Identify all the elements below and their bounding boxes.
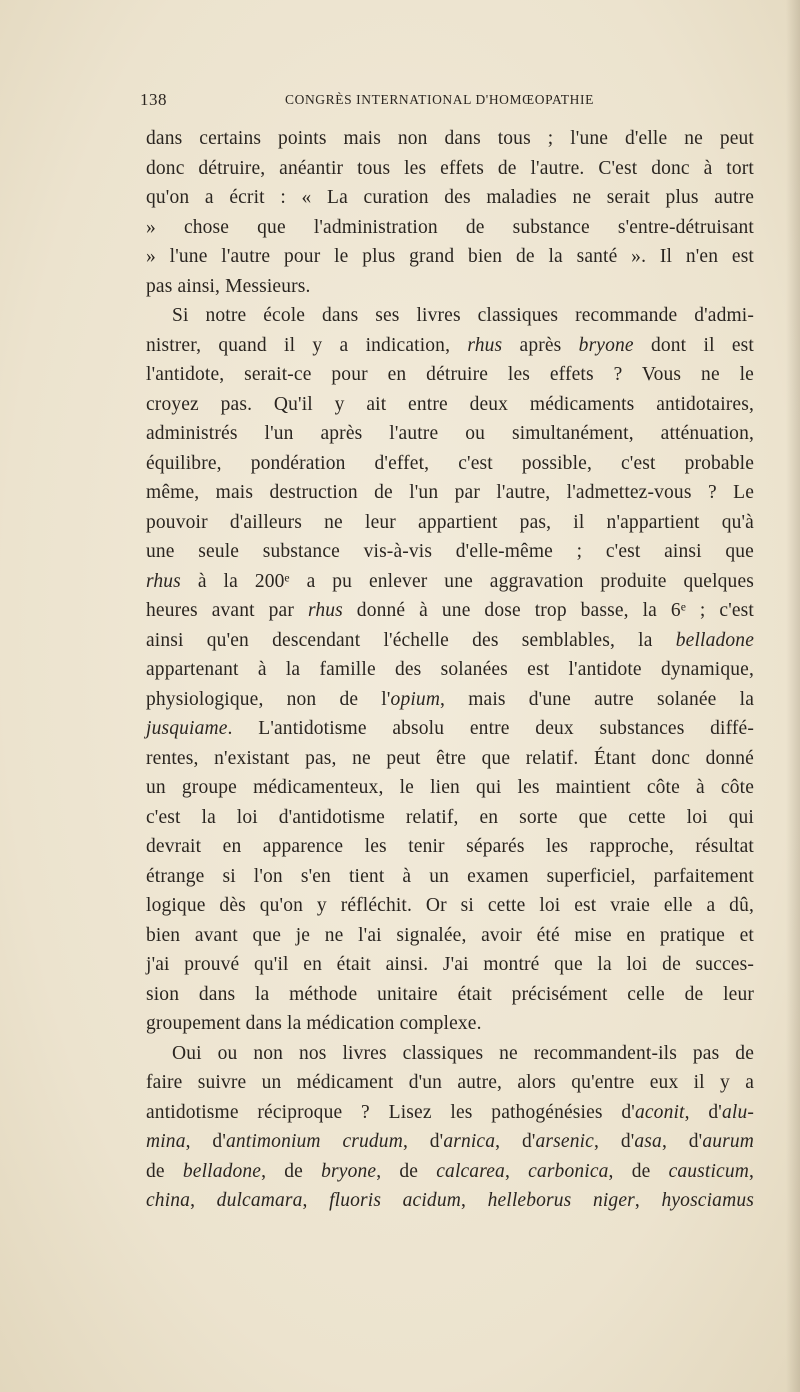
text-line xyxy=(146,596,754,626)
text-line xyxy=(146,1039,754,1069)
italic-term: bryone xyxy=(578,334,634,356)
running-title: CONGRÈS INTERNATIONAL D'HOMŒOPATHIE xyxy=(285,92,594,107)
text-line xyxy=(146,832,754,862)
text-segment: un groupe médicamenteux, le lien qui les maintient côte à côte xyxy=(146,777,754,798)
text-line xyxy=(146,508,754,538)
text-line xyxy=(146,1127,754,1157)
text-segment: faire suivre un médicament d'un autre, alors qu'entre eux il y a xyxy=(146,1072,754,1093)
italic-term: rhus xyxy=(467,334,503,356)
text-line xyxy=(146,773,754,803)
text-line xyxy=(146,449,754,479)
text-segment: , xyxy=(504,1160,529,1182)
italic-term: bryone xyxy=(321,1160,377,1182)
text-segment: une seule substance vis-à-vis d'elle-même ; c'est ainsi que xyxy=(146,541,754,562)
text-segment: , d' xyxy=(594,1131,635,1152)
italic-term: belladone xyxy=(182,1160,262,1182)
text-segment: heures avant par xyxy=(146,600,308,621)
italic-term: hyosciamus xyxy=(661,1190,754,1211)
text-line xyxy=(146,1098,754,1128)
italic-term: fluoris acidum xyxy=(329,1190,461,1211)
text-line xyxy=(146,301,754,331)
running-head xyxy=(140,90,660,112)
italic-term: opium xyxy=(390,688,441,710)
text-line xyxy=(146,862,754,892)
text-segment: , d' xyxy=(185,1131,226,1152)
text-line xyxy=(146,1068,754,1098)
text-segment: , xyxy=(634,1190,662,1211)
text-line xyxy=(146,242,754,272)
italic-term: belladone xyxy=(675,629,754,651)
text-segment: devrait en apparence les tenir séparés les rapproche, résultat xyxy=(146,836,754,857)
italic-term: calcarea xyxy=(436,1160,505,1182)
text-segment: . L'antidotisme absolu entre deux substances diffé- xyxy=(227,718,754,739)
text-segment: , xyxy=(748,1160,755,1182)
text-line xyxy=(146,1157,754,1187)
text-segment: c'est la loi d'antidotisme relatif, en sorte que cette loi qui xyxy=(146,806,754,828)
text-segment: antidotisme réciproque ? Lisez les pathogénésies d' xyxy=(146,1101,635,1123)
text-line xyxy=(146,360,754,390)
text-segment: ainsi qu'en descendant l'échelle des semblables, la xyxy=(146,629,676,651)
text-segment: , mais d'une autre solanée la xyxy=(440,688,754,710)
text-segment: nistrer, quand il y a indication, xyxy=(146,334,468,356)
text-segment: , d' xyxy=(661,1131,703,1152)
text-segment: physiologique, non de l' xyxy=(146,688,391,710)
italic-term: rhus xyxy=(146,570,181,592)
text-line xyxy=(146,567,754,597)
text-line xyxy=(146,183,754,213)
text-segment: équilibre, pondération d'effet, c'est possible, c'est probable xyxy=(146,452,754,474)
text-line xyxy=(146,213,754,243)
text-segment: Si notre école dans ses livres classiques recommande d'admi- xyxy=(172,305,754,326)
text-segment: j'ai prouvé qu'il en était ainsi. J'ai montré que la loi de succes- xyxy=(146,954,754,975)
text-segment: étrange si l'on s'en tient à un examen superficiel, parfaitement xyxy=(146,865,754,887)
text-line xyxy=(146,390,754,420)
text-line xyxy=(146,921,754,951)
italic-term: asa xyxy=(634,1131,662,1152)
text-segment: Oui ou non nos livres classiques ne recommandent-ils pas de xyxy=(172,1042,754,1064)
text-line xyxy=(146,331,754,361)
text-line xyxy=(146,950,754,980)
text-segment: bien avant que je ne l'ai signalée, avoir été mise en pratique et xyxy=(146,924,754,946)
italic-term: causticum xyxy=(668,1160,749,1182)
text-segment: l'antidote, serait-ce pour en détruire les effets ? Vous ne le xyxy=(146,364,754,385)
italic-term: arsenic xyxy=(535,1131,594,1152)
italic-term: arnica xyxy=(443,1131,496,1152)
text-line xyxy=(146,714,754,744)
body-text xyxy=(146,124,754,1216)
italic-term: carbonica xyxy=(528,1160,609,1182)
text-segment: , de xyxy=(608,1160,669,1182)
text-line xyxy=(146,685,754,715)
italic-term: aurum xyxy=(702,1131,754,1152)
italic-term: helleborus niger xyxy=(487,1190,635,1211)
text-segment: » l'une l'autre pour le plus grand bien de la santé ». Il n'en est xyxy=(146,246,754,267)
italic-term: mina xyxy=(146,1131,186,1152)
text-segment: pas ainsi, Messieurs. xyxy=(146,275,311,297)
text-line xyxy=(146,272,754,302)
text-segment: , xyxy=(190,1190,217,1211)
text-segment: après xyxy=(502,334,579,356)
text-segment: , de xyxy=(376,1160,437,1182)
text-segment: qu'on a écrit : « La curation des maladies ne serait plus autre xyxy=(146,187,754,208)
text-segment: appartenant à la famille des solanées est l'antidote dynamique, xyxy=(146,659,754,680)
text-segment: administrés l'un après l'autre ou simultanément, atténuation, xyxy=(146,423,754,444)
text-line xyxy=(146,1186,754,1216)
text-segment: pouvoir d'ailleurs ne leur appartient pas, il n'appartient qu'à xyxy=(146,511,754,533)
text-line xyxy=(146,744,754,774)
text-line xyxy=(146,1009,754,1039)
italic-term: dulcamara xyxy=(216,1190,303,1211)
text-segment: logique dès qu'on y réfléchit. Or si cette loi est vraie elle a dû, xyxy=(146,895,754,916)
text-segment: , xyxy=(460,1190,488,1211)
text-segment: de xyxy=(146,1160,183,1182)
text-segment: même, mais destruction de l'un par l'autre, l'admettez-vous ? Le xyxy=(146,482,754,503)
text-line xyxy=(146,891,754,921)
text-line xyxy=(146,980,754,1010)
text-segment: dans certains points mais non dans tous ; l'une d'elle ne peut xyxy=(146,128,754,149)
italic-term: rhus xyxy=(307,600,343,621)
page-number: 138 xyxy=(140,90,167,109)
text-line xyxy=(146,124,754,154)
text-segment: , de xyxy=(261,1160,322,1182)
text-line xyxy=(146,478,754,508)
text-line xyxy=(146,626,754,656)
text-segment: groupement dans la médication complexe. xyxy=(146,1013,482,1034)
text-segment: , xyxy=(302,1190,330,1211)
italic-term: jusquiame xyxy=(146,718,228,739)
text-line xyxy=(146,655,754,685)
italic-term: alu- xyxy=(721,1101,754,1123)
text-line xyxy=(146,537,754,567)
text-line xyxy=(146,419,754,449)
text-segment: croyez pas. Qu'il y ait entre deux médicaments antidotaires, xyxy=(146,393,754,415)
text-line xyxy=(146,803,754,833)
text-segment: sion dans la méthode unitaire était précisément celle de leur xyxy=(146,983,754,1005)
text-segment: » chose que l'administration de substance s'entre-détruisant xyxy=(146,216,754,238)
text-segment: , d' xyxy=(495,1131,536,1152)
text-segment: rentes, n'existant pas, ne peut être que relatif. Étant donc donné xyxy=(146,747,754,769)
text-line xyxy=(146,154,754,184)
text-segment: donc détruire, anéantir tous les effets de l'autre. C'est donc à tort xyxy=(146,157,754,179)
text-segment: , d' xyxy=(402,1131,444,1152)
italic-term: china xyxy=(146,1190,191,1211)
text-segment: dont il est xyxy=(633,334,754,356)
italic-term: antimonium crudum xyxy=(226,1131,403,1152)
text-segment: donné à une dose trop basse, la 6ᵉ ; c'est xyxy=(342,600,754,621)
italic-term: aconit xyxy=(634,1101,685,1123)
text-segment: à la 200ᵉ a pu enlever une aggravation produite quelques xyxy=(180,570,754,592)
text-segment: , d' xyxy=(684,1101,722,1123)
